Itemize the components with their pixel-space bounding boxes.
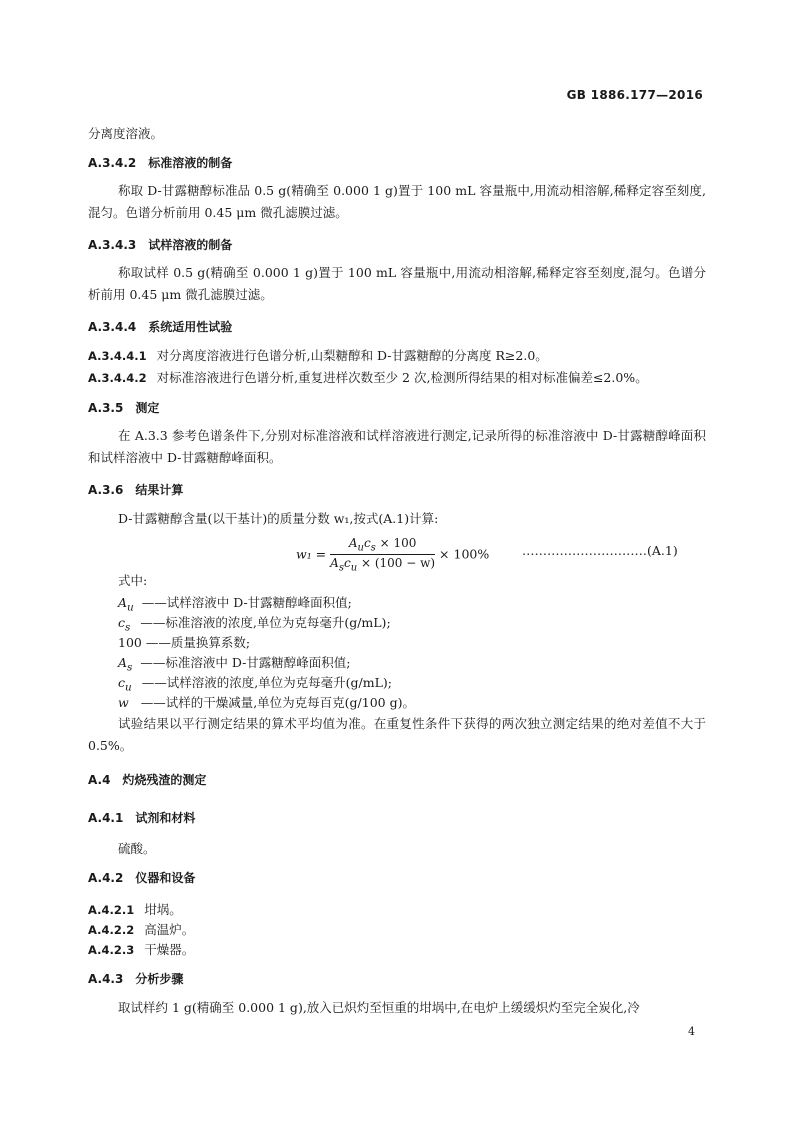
section-title: 仪器和设备 [135, 871, 196, 885]
variable-symbol: A [118, 595, 128, 610]
formula-numerator: $A_uc_s \times 100$ [330, 536, 435, 555]
variable-description: ——标准溶液的浓度,单位为克每毫升(g/mL); [140, 615, 391, 630]
heading-a42 [88, 869, 195, 886]
section-title: 结果计算 [135, 483, 184, 497]
section-number: A.4.1 [88, 811, 124, 825]
variable-symbol: 100 [118, 635, 142, 650]
formula-a1 [296, 536, 490, 574]
heading-a344 [88, 318, 232, 335]
clause-text: 坩埚。 [144, 902, 182, 917]
heading-a41 [88, 809, 195, 826]
clause-text: 对标准溶液进行色谱分析,重复进样次数至少 2 次,检测所得结果的相对标准偏差≤2.0%。 [156, 370, 648, 385]
where-label: 式中: [118, 573, 148, 588]
clause-number: A.4.2.1 [88, 903, 135, 917]
paragraph-a43: 取试样约 1 g(精确至 0.000 1 g),放入已炽灼至恒重的坩埚中,在电炉上缓缓炽灼至完全炭化,冷 [118, 1000, 640, 1015]
heading-a342 [88, 154, 232, 171]
variable-row [118, 693, 415, 714]
paragraph-a343: 称取试样 0.5 g(精确至 0.000 1 g)置于 100 mL 容量瓶中,用流动相溶解,稀释定容至刻度,混匀。色谱分析前用 0.45 μm 微孔滤膜过滤。 [88, 265, 706, 302]
variable-symbol: w [118, 695, 129, 710]
variable-description: ——试样的干燥减量,单位为克每百克(g/100 g)。 [140, 695, 415, 710]
variable-row: $c_u$ ——试样溶液的浓度,单位为克每毫升(g/mL); [118, 675, 393, 694]
heading-a343 [88, 236, 232, 253]
formula-fraction [330, 536, 435, 574]
formula-denominator: $A_sc_u \times (100 - w)$ [330, 556, 436, 574]
heading-a43 [88, 970, 183, 987]
formula-lhs: w₁ = [296, 546, 327, 562]
clause-text: 对分离度溶液进行色谱分析,山梨糖醇和 D-甘露糖醇的分离度 R≥2.0。 [156, 348, 548, 363]
section-title: 分析步骤 [135, 972, 184, 986]
section-number: A.3.5 [88, 401, 124, 415]
section-number: A.4.2 [88, 871, 124, 885]
page-number: 4 [688, 1025, 695, 1038]
paragraph-a41: 硫酸。 [118, 841, 156, 856]
variable-symbol: c [118, 615, 126, 630]
formula-suffix: × 100% [439, 546, 490, 562]
paragraph-result: 试验结果以平行测定结果的算术平均值为准。在重复性条件下获得的两次独立测定结果的绝对差值不大于 0.5%。 [88, 716, 706, 753]
variable-description: ——标准溶液中 D-甘露糖醇峰面积值; [140, 655, 351, 670]
variable-description: ——质量换算系数; [145, 635, 251, 650]
section-number: A.4 [88, 773, 111, 787]
variable-symbol: A [118, 655, 128, 670]
clause-number: A.4.2.2 [88, 923, 135, 937]
paragraph-a36: D-甘露糖醇含量(以干基计)的质量分数 w₁,按式(A.1)计算: [118, 511, 439, 526]
section-number: A.3.4.4 [88, 320, 137, 334]
variable-row: $c_s$ ——标准溶液的浓度,单位为克每毫升(g/mL); [118, 615, 391, 634]
clause-number: A.3.4.4.1 [88, 349, 147, 363]
clause-a3442 [88, 368, 648, 386]
heading-a36 [88, 481, 183, 498]
section-title: 试剂和材料 [135, 811, 196, 825]
section-number: A.4.3 [88, 972, 124, 986]
formula-label: …………………………(A.1) [522, 543, 678, 558]
variable-row [118, 633, 250, 654]
clause-number: A.3.4.4.2 [88, 371, 147, 385]
standard-id-header: GB 1886.177—2016 [566, 88, 703, 102]
heading-a4 [88, 771, 206, 788]
section-title: 标准溶液的制备 [148, 156, 233, 170]
section-title: 试样溶液的制备 [148, 238, 233, 252]
heading-a35 [88, 399, 159, 416]
paragraph-a35: 在 A.3.3 参考色谱条件下,分别对标准溶液和试样溶液进行测定,记录所得的标准溶液中 D-甘露糖醇峰面积和试样溶液中 D-甘露糖醇峰面积。 [88, 428, 706, 465]
variable-description: ——试样溶液中 D-甘露糖醇峰面积值; [141, 595, 352, 610]
clause-text: 干燥器。 [144, 942, 195, 957]
clause-a422 [88, 920, 194, 938]
variable-row: $A_u$ ——试样溶液中 D-甘露糖醇峰面积值; [118, 595, 352, 614]
variable-row: $A_s$ ——标准溶液中 D-甘露糖醇峰面积值; [118, 655, 351, 674]
clause-a3441 [88, 346, 548, 364]
clause-a421 [88, 900, 182, 918]
clause-text: 高温炉。 [144, 922, 195, 937]
variable-description: ——试样溶液的浓度,单位为克每毫升(g/mL); [141, 675, 393, 690]
section-number: A.3.6 [88, 483, 124, 497]
paragraph-continuation: 分离度溶液。 [88, 126, 164, 141]
section-number: A.3.4.3 [88, 238, 137, 252]
variable-symbol: c [118, 675, 126, 690]
section-number: A.3.4.2 [88, 156, 137, 170]
section-title: 系统适用性试验 [148, 320, 233, 334]
clause-a423 [88, 940, 194, 958]
paragraph-a342: 称取 D-甘露糖醇标准品 0.5 g(精确至 0.000 1 g)置于 100 mL 容量瓶中,用流动相溶解,稀释定容至刻度,混匀。色谱分析前用 0.45 μm 微孔滤膜过滤。 [88, 183, 706, 220]
section-title: 测定 [135, 401, 160, 415]
section-title: 灼烧残渣的测定 [122, 773, 207, 787]
clause-number: A.4.2.3 [88, 943, 135, 957]
